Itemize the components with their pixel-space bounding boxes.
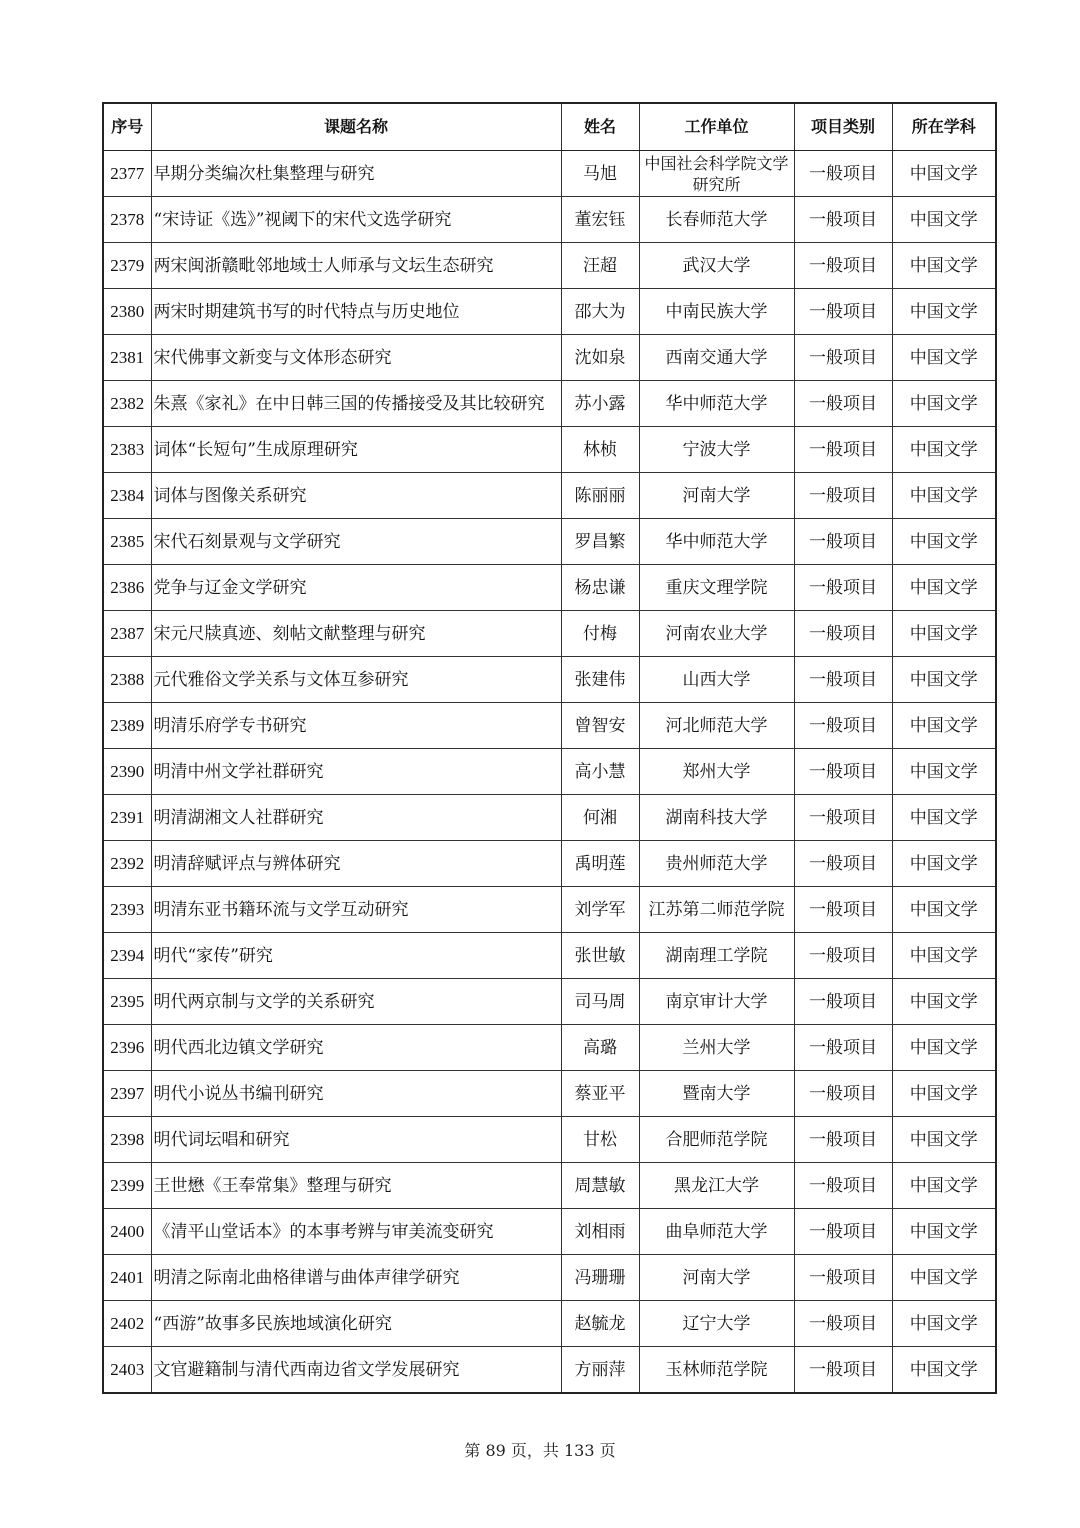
table-row bbox=[103, 197, 996, 243]
cell-title: 明代两京制与文学的关系研究 bbox=[151, 979, 561, 1025]
table-row bbox=[103, 657, 996, 703]
cell-category: 一般项目 bbox=[794, 1117, 892, 1163]
cell-title: 明代“家传”研究 bbox=[151, 933, 561, 979]
cell-name: 高璐 bbox=[561, 1025, 639, 1071]
cell-unit: 中国社会科学院文学研究所 bbox=[639, 151, 794, 197]
cell-subject: 中国文学 bbox=[892, 979, 996, 1025]
cell-name: 苏小露 bbox=[561, 381, 639, 427]
cell-name: 甘松 bbox=[561, 1117, 639, 1163]
cell-title: 明清辞赋评点与辨体研究 bbox=[151, 841, 561, 887]
cell-unit: 合肥师范学院 bbox=[639, 1117, 794, 1163]
cell-unit: 兰州大学 bbox=[639, 1025, 794, 1071]
cell-category: 一般项目 bbox=[794, 703, 892, 749]
cell-no: 2398 bbox=[103, 1117, 151, 1163]
cell-unit: 辽宁大学 bbox=[639, 1301, 794, 1347]
cell-title: 明代词坛唱和研究 bbox=[151, 1117, 561, 1163]
cell-name: 禹明莲 bbox=[561, 841, 639, 887]
cell-unit: 河南大学 bbox=[639, 1255, 794, 1301]
cell-no: 2403 bbox=[103, 1347, 151, 1394]
cell-category: 一般项目 bbox=[794, 887, 892, 933]
table-row bbox=[103, 289, 996, 335]
cell-no: 2394 bbox=[103, 933, 151, 979]
table-row bbox=[103, 611, 996, 657]
cell-unit: 湖南科技大学 bbox=[639, 795, 794, 841]
cell-category: 一般项目 bbox=[794, 1347, 892, 1394]
cell-title: 宋代石刻景观与文学研究 bbox=[151, 519, 561, 565]
table-row bbox=[103, 703, 996, 749]
cell-title: 明代小说丛书编刊研究 bbox=[151, 1071, 561, 1117]
cell-title: 明代西北边镇文学研究 bbox=[151, 1025, 561, 1071]
table-row bbox=[103, 381, 996, 427]
cell-name: 罗昌繁 bbox=[561, 519, 639, 565]
cell-name: 方丽萍 bbox=[561, 1347, 639, 1394]
cell-subject: 中国文学 bbox=[892, 289, 996, 335]
cell-title: 词体与图像关系研究 bbox=[151, 473, 561, 519]
cell-unit: 华中师范大学 bbox=[639, 519, 794, 565]
cell-no: 2392 bbox=[103, 841, 151, 887]
cell-no: 2395 bbox=[103, 979, 151, 1025]
cell-subject: 中国文学 bbox=[892, 657, 996, 703]
table-row bbox=[103, 887, 996, 933]
cell-title: 文官避籍制与清代西南边省文学发展研究 bbox=[151, 1347, 561, 1394]
cell-subject: 中国文学 bbox=[892, 335, 996, 381]
cell-name: 汪超 bbox=[561, 243, 639, 289]
cell-no: 2399 bbox=[103, 1163, 151, 1209]
header-unit: 工作单位 bbox=[639, 103, 794, 151]
cell-category: 一般项目 bbox=[794, 657, 892, 703]
cell-title: 早期分类编次杜集整理与研究 bbox=[151, 151, 561, 197]
cell-unit: 湖南理工学院 bbox=[639, 933, 794, 979]
cell-unit: 曲阜师范大学 bbox=[639, 1209, 794, 1255]
table-header bbox=[103, 103, 996, 151]
cell-subject: 中国文学 bbox=[892, 1117, 996, 1163]
cell-subject: 中国文学 bbox=[892, 933, 996, 979]
cell-no: 2393 bbox=[103, 887, 151, 933]
cell-category: 一般项目 bbox=[794, 243, 892, 289]
cell-category: 一般项目 bbox=[794, 427, 892, 473]
cell-no: 2389 bbox=[103, 703, 151, 749]
cell-name: 邵大为 bbox=[561, 289, 639, 335]
cell-category: 一般项目 bbox=[794, 795, 892, 841]
table-row bbox=[103, 565, 996, 611]
cell-unit: 中南民族大学 bbox=[639, 289, 794, 335]
cell-subject: 中国文学 bbox=[892, 1071, 996, 1117]
table-row bbox=[103, 1301, 996, 1347]
cell-no: 2385 bbox=[103, 519, 151, 565]
cell-subject: 中国文学 bbox=[892, 151, 996, 197]
cell-category: 一般项目 bbox=[794, 1301, 892, 1347]
cell-no: 2378 bbox=[103, 197, 151, 243]
cell-name: 沈如泉 bbox=[561, 335, 639, 381]
cell-category: 一般项目 bbox=[794, 1071, 892, 1117]
cell-title: 明清乐府学专书研究 bbox=[151, 703, 561, 749]
page-number-footer: 第 89 页，共 133 页 bbox=[464, 1441, 616, 1460]
cell-unit: 贵州师范大学 bbox=[639, 841, 794, 887]
cell-unit: 黑龙江大学 bbox=[639, 1163, 794, 1209]
cell-name: 董宏钰 bbox=[561, 197, 639, 243]
cell-no: 2379 bbox=[103, 243, 151, 289]
cell-subject: 中国文学 bbox=[892, 1025, 996, 1071]
cell-unit: 重庆文理学院 bbox=[639, 565, 794, 611]
table-row bbox=[103, 979, 996, 1025]
cell-name: 刘学军 bbox=[561, 887, 639, 933]
cell-no: 2383 bbox=[103, 427, 151, 473]
cell-category: 一般项目 bbox=[794, 979, 892, 1025]
cell-subject: 中国文学 bbox=[892, 427, 996, 473]
cell-name: 张世敏 bbox=[561, 933, 639, 979]
cell-name: 赵毓龙 bbox=[561, 1301, 639, 1347]
cell-subject: 中国文学 bbox=[892, 749, 996, 795]
cell-subject: 中国文学 bbox=[892, 611, 996, 657]
cell-unit: 郑州大学 bbox=[639, 749, 794, 795]
cell-no: 2387 bbox=[103, 611, 151, 657]
cell-title: “西游”故事多民族地域演化研究 bbox=[151, 1301, 561, 1347]
cell-subject: 中国文学 bbox=[892, 703, 996, 749]
project-list-table-container bbox=[102, 102, 995, 1394]
cell-no: 2381 bbox=[103, 335, 151, 381]
cell-category: 一般项目 bbox=[794, 1025, 892, 1071]
header-row bbox=[103, 103, 996, 151]
cell-unit: 河北师范大学 bbox=[639, 703, 794, 749]
cell-unit: 暨南大学 bbox=[639, 1071, 794, 1117]
cell-title: 宋代佛事文新变与文体形态研究 bbox=[151, 335, 561, 381]
cell-subject: 中国文学 bbox=[892, 1255, 996, 1301]
cell-category: 一般项目 bbox=[794, 151, 892, 197]
table-row bbox=[103, 1255, 996, 1301]
cell-unit: 宁波大学 bbox=[639, 427, 794, 473]
cell-category: 一般项目 bbox=[794, 335, 892, 381]
table-row bbox=[103, 1025, 996, 1071]
cell-no: 2391 bbox=[103, 795, 151, 841]
cell-category: 一般项目 bbox=[794, 749, 892, 795]
cell-name: 冯珊珊 bbox=[561, 1255, 639, 1301]
cell-category: 一般项目 bbox=[794, 1209, 892, 1255]
cell-subject: 中国文学 bbox=[892, 1301, 996, 1347]
cell-title: 明清东亚书籍环流与文学互动研究 bbox=[151, 887, 561, 933]
table-row bbox=[103, 1209, 996, 1255]
header-subject: 所在学科 bbox=[892, 103, 996, 151]
cell-category: 一般项目 bbox=[794, 1255, 892, 1301]
cell-subject: 中国文学 bbox=[892, 565, 996, 611]
cell-no: 2390 bbox=[103, 749, 151, 795]
cell-name: 张建伟 bbox=[561, 657, 639, 703]
cell-subject: 中国文学 bbox=[892, 519, 996, 565]
table-body bbox=[103, 151, 996, 1394]
cell-name: 刘相雨 bbox=[561, 1209, 639, 1255]
cell-no: 2384 bbox=[103, 473, 151, 519]
cell-title: 两宋闽浙赣毗邻地域士人师承与文坛生态研究 bbox=[151, 243, 561, 289]
cell-unit: 河南农业大学 bbox=[639, 611, 794, 657]
cell-category: 一般项目 bbox=[794, 841, 892, 887]
table-row bbox=[103, 335, 996, 381]
cell-name: 林桢 bbox=[561, 427, 639, 473]
cell-title: 朱熹《家礼》在中日韩三国的传播接受及其比较研究 bbox=[151, 381, 561, 427]
cell-unit: 华中师范大学 bbox=[639, 381, 794, 427]
cell-no: 2377 bbox=[103, 151, 151, 197]
cell-unit: 长春师范大学 bbox=[639, 197, 794, 243]
cell-category: 一般项目 bbox=[794, 473, 892, 519]
header-no: 序号 bbox=[103, 103, 151, 151]
cell-unit: 玉林师范学院 bbox=[639, 1347, 794, 1394]
table-row bbox=[103, 151, 996, 197]
table-row bbox=[103, 841, 996, 887]
cell-subject: 中国文学 bbox=[892, 381, 996, 427]
cell-name: 何湘 bbox=[561, 795, 639, 841]
cell-title: 王世懋《王奉常集》整理与研究 bbox=[151, 1163, 561, 1209]
table-row bbox=[103, 1071, 996, 1117]
cell-title: 明清中州文学社群研究 bbox=[151, 749, 561, 795]
cell-title: 明清之际南北曲格律谱与曲体声律学研究 bbox=[151, 1255, 561, 1301]
cell-name: 陈丽丽 bbox=[561, 473, 639, 519]
cell-title: 《清平山堂话本》的本事考辨与审美流变研究 bbox=[151, 1209, 561, 1255]
cell-unit: 江苏第二师范学院 bbox=[639, 887, 794, 933]
header-category: 项目类别 bbox=[794, 103, 892, 151]
cell-no: 2397 bbox=[103, 1071, 151, 1117]
cell-title: 宋元尺牍真迹、刻帖文献整理与研究 bbox=[151, 611, 561, 657]
cell-title: 元代雅俗文学关系与文体互参研究 bbox=[151, 657, 561, 703]
cell-title: 明清湖湘文人社群研究 bbox=[151, 795, 561, 841]
cell-unit: 山西大学 bbox=[639, 657, 794, 703]
cell-subject: 中国文学 bbox=[892, 887, 996, 933]
cell-subject: 中国文学 bbox=[892, 841, 996, 887]
cell-title: 党争与辽金文学研究 bbox=[151, 565, 561, 611]
cell-title: 两宋时期建筑书写的时代特点与历史地位 bbox=[151, 289, 561, 335]
table-row bbox=[103, 749, 996, 795]
cell-no: 2402 bbox=[103, 1301, 151, 1347]
table-row bbox=[103, 933, 996, 979]
cell-title: 词体“长短句”生成原理研究 bbox=[151, 427, 561, 473]
cell-name: 曾智安 bbox=[561, 703, 639, 749]
cell-subject: 中国文学 bbox=[892, 1347, 996, 1394]
header-title: 课题名称 bbox=[151, 103, 561, 151]
cell-unit: 河南大学 bbox=[639, 473, 794, 519]
cell-unit: 西南交通大学 bbox=[639, 335, 794, 381]
cell-subject: 中国文学 bbox=[892, 197, 996, 243]
cell-subject: 中国文学 bbox=[892, 795, 996, 841]
cell-name: 马旭 bbox=[561, 151, 639, 197]
cell-category: 一般项目 bbox=[794, 289, 892, 335]
table-row bbox=[103, 795, 996, 841]
cell-no: 2401 bbox=[103, 1255, 151, 1301]
cell-unit: 南京审计大学 bbox=[639, 979, 794, 1025]
table-row bbox=[103, 1347, 996, 1394]
cell-category: 一般项目 bbox=[794, 933, 892, 979]
cell-category: 一般项目 bbox=[794, 519, 892, 565]
cell-category: 一般项目 bbox=[794, 1163, 892, 1209]
cell-no: 2388 bbox=[103, 657, 151, 703]
cell-subject: 中国文学 bbox=[892, 1163, 996, 1209]
table-row bbox=[103, 243, 996, 289]
cell-no: 2400 bbox=[103, 1209, 151, 1255]
table-row bbox=[103, 427, 996, 473]
cell-subject: 中国文学 bbox=[892, 1209, 996, 1255]
cell-unit: 武汉大学 bbox=[639, 243, 794, 289]
cell-subject: 中国文学 bbox=[892, 243, 996, 289]
cell-name: 司马周 bbox=[561, 979, 639, 1025]
cell-name: 蔡亚平 bbox=[561, 1071, 639, 1117]
cell-name: 高小慧 bbox=[561, 749, 639, 795]
table-row bbox=[103, 1117, 996, 1163]
cell-category: 一般项目 bbox=[794, 197, 892, 243]
cell-no: 2396 bbox=[103, 1025, 151, 1071]
project-list-table bbox=[102, 102, 997, 1394]
cell-name: 付梅 bbox=[561, 611, 639, 657]
table-row bbox=[103, 519, 996, 565]
cell-title: “宋诗证《选》”视阈下的宋代文选学研究 bbox=[151, 197, 561, 243]
cell-subject: 中国文学 bbox=[892, 473, 996, 519]
header-name: 姓名 bbox=[561, 103, 639, 151]
cell-name: 周慧敏 bbox=[561, 1163, 639, 1209]
cell-name: 杨忠谦 bbox=[561, 565, 639, 611]
cell-no: 2380 bbox=[103, 289, 151, 335]
table-row bbox=[103, 1163, 996, 1209]
cell-category: 一般项目 bbox=[794, 381, 892, 427]
cell-no: 2386 bbox=[103, 565, 151, 611]
cell-no: 2382 bbox=[103, 381, 151, 427]
cell-category: 一般项目 bbox=[794, 611, 892, 657]
cell-category: 一般项目 bbox=[794, 565, 892, 611]
table-row bbox=[103, 473, 996, 519]
